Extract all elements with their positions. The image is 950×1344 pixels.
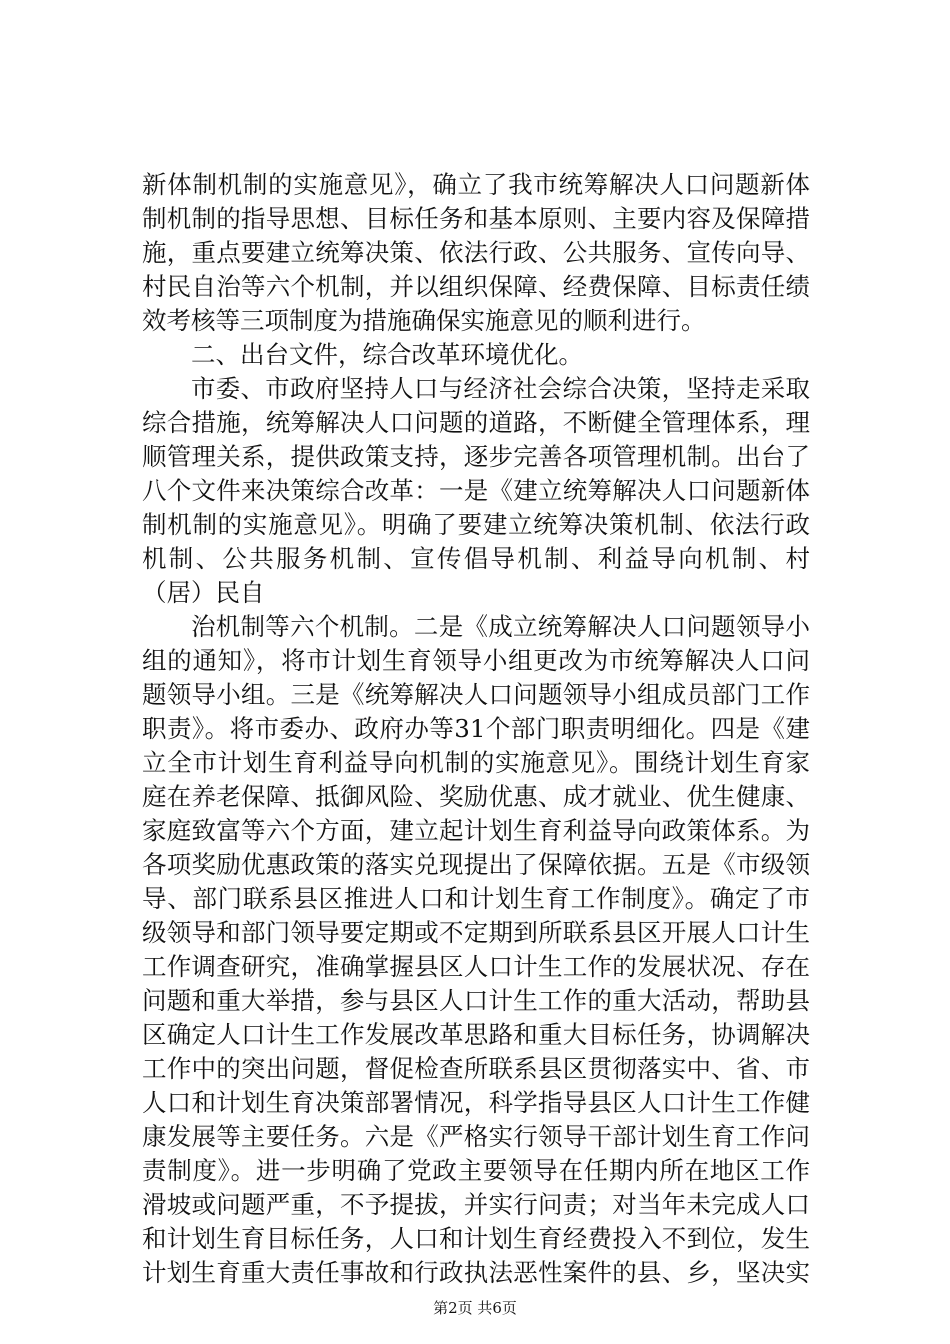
text-line: 滑坡或问题严重，不予提拔，并实行问责；对当年未完成人口 [142, 1190, 810, 1219]
text-line: （居）民自 [142, 578, 265, 607]
text-line: 问题和重大举措，参与县区人口计生工作的重大活动，帮助县 [142, 986, 810, 1015]
text-line: 题领导小组。三是《统筹解决人口问题领导小组成员部门工作 [142, 680, 810, 709]
section-heading: 二、出台文件，综合改革环境优化。 [191, 340, 583, 369]
paragraph-start-line: 市委、市政府坚持人口与经济社会综合决策，坚持走采取 [191, 374, 810, 403]
text-line: 责制度》。进一步明确了党政主要领导在任期内所在地区工作 [142, 1156, 810, 1185]
text-line: 施，重点要建立统筹决策、依法行政、公共服务、宣传向导、 [142, 238, 810, 267]
text-line: 级领导和部门领导要定期或不定期到所联系县区开展人口计生 [142, 918, 810, 947]
text-line: 工作调查研究，准确掌握县区人口计生工作的发展状况、存在 [142, 952, 810, 981]
text-line: 立全市计划生育利益导向机制的实施意见》。围绕计划生育家 [142, 748, 810, 777]
text-line: 新体制机制的实施意见》，确立了我市统筹解决人口问题新体 [142, 170, 810, 199]
text-line: 区确定人口计生工作发展改革思路和重大目标任务，协调解决 [142, 1020, 810, 1049]
text-line: 和计划生育目标任务，人口和计划生育经费投入不到位，发生 [142, 1224, 810, 1253]
text-line: 职责》。将市委办、政府办等31个部门职责明细化。四是《建 [142, 714, 810, 743]
text-line: 家庭致富等六个方面，建立起计划生育利益导向政策体系。为 [142, 816, 810, 845]
document-body [142, 168, 810, 1290]
text-line: 计划生育重大责任事故和行政执法恶性案件的县、乡，坚决实 [142, 1258, 810, 1287]
text-line: 工作中的突出问题，督促检查所联系县区贯彻落实中、省、市 [142, 1054, 810, 1083]
text-line: 人口和计划生育决策部署情况，科学指导县区人口计生工作健 [142, 1088, 810, 1117]
text-line: 八个文件来决策综合改革：一是《建立统筹解决人口问题新体 [142, 476, 810, 505]
text-line: 庭在养老保障、抵御风险、奖励优惠、成才就业、优生健康、 [142, 782, 810, 811]
text-line: 机制、公共服务机制、宣传倡导机制、利益导向机制、村 [142, 544, 810, 573]
text-line: 村民自治等六个机制，并以组织保障、经费保障、目标责任绩 [142, 272, 810, 301]
text-line: 顺管理关系，提供政策支持，逐步完善各项管理机制。出台了 [142, 442, 810, 471]
page-number-footer: 第2页 共6页 [433, 1299, 517, 1317]
text-line: 各项奖励优惠政策的落实兑现提出了保障依据。五是《市级领 [142, 850, 810, 879]
text-line: 导、部门联系县区推进人口和计划生育工作制度》。确定了市 [142, 884, 810, 913]
text-line: 效考核等三项制度为措施确保实施意见的顺利进行。 [142, 306, 706, 335]
text-line: 康发展等主要任务。六是《严格实行领导干部计划生育工作问 [142, 1122, 810, 1151]
text-line: 制机制的指导思想、目标任务和基本原则、主要内容及保障措 [142, 204, 810, 233]
text-line: 组的通知》，将市计划生育领导小组更改为市统筹解决人口问 [142, 646, 810, 675]
text-line: 综合措施，统筹解决人口问题的道路，不断健全管理体系，理 [142, 408, 810, 437]
paragraph-start-line: 治机制等六个机制。二是《成立统筹解决人口问题领导小 [191, 612, 810, 641]
text-line: 制机制的实施意见》。明确了要建立统筹决策机制、依法行政 [142, 510, 810, 539]
